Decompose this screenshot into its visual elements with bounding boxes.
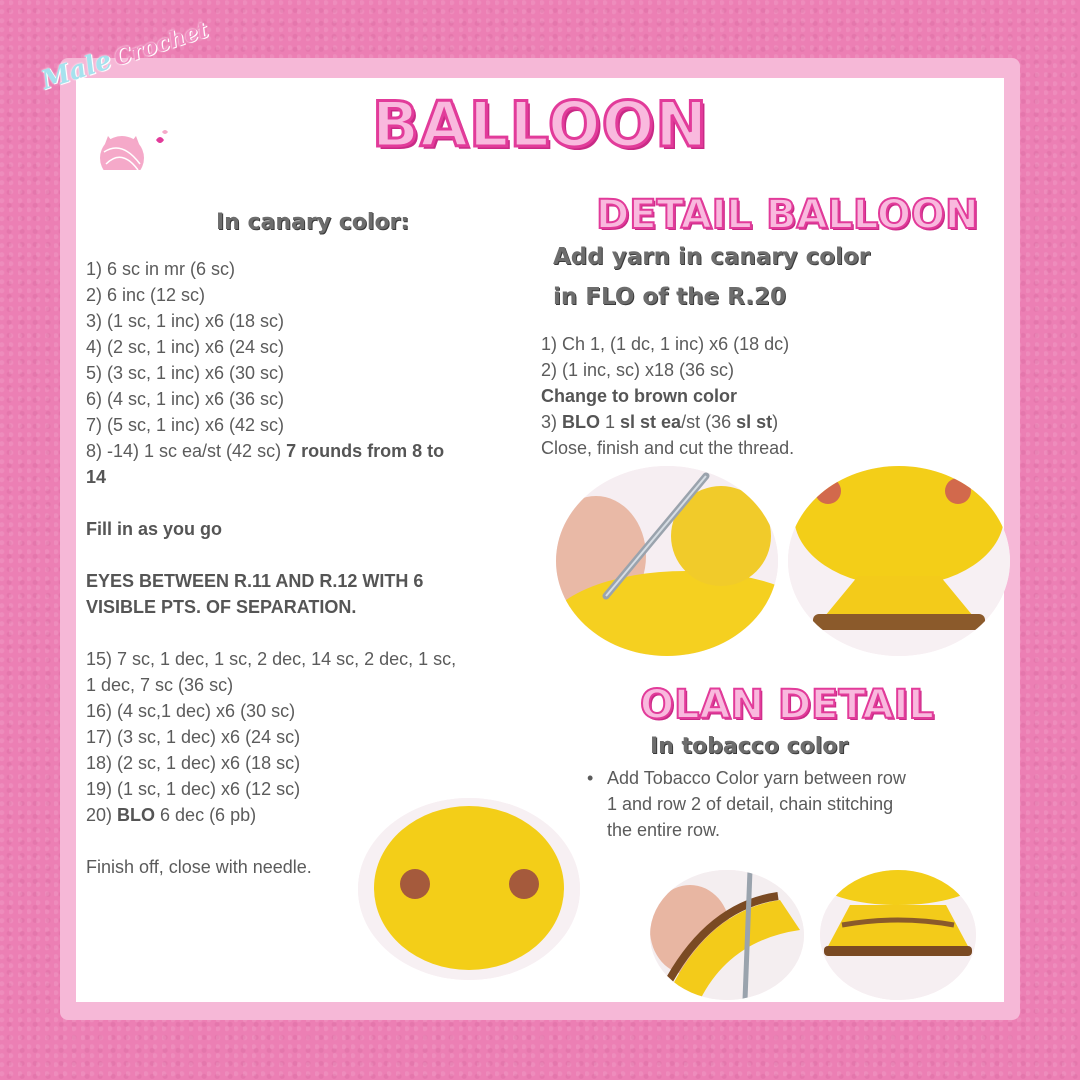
bullet-icon: • xyxy=(587,768,594,788)
detail-heading: DETAIL BALLOON xyxy=(596,192,979,238)
round-line: 4) (2 sc, 1 inc) x6 (24 sc) xyxy=(86,337,285,357)
eyes-note-1: EYES BETWEEN R.11 AND R.12 WITH 6 xyxy=(86,571,424,591)
olan-line: 1 and row 2 of detail, chain stitching xyxy=(607,794,894,814)
finish-note: Finish off, close with needle. xyxy=(86,857,312,877)
round-line: 18) (2 sc, 1 dec) x6 (18 sc) xyxy=(86,753,301,773)
round-line: 5) (3 sc, 1 inc) x6 (30 sc) xyxy=(86,363,285,383)
round-line: 2) 6 inc (12 sc) xyxy=(86,285,206,305)
olan-line: the entire row. xyxy=(607,820,721,840)
round-line: 3) (1 sc, 1 inc) x6 (18 sc) xyxy=(86,311,285,331)
round-line: 19) (1 sc, 1 dec) x6 (12 sc) xyxy=(86,779,301,799)
logo-text-2: Crochet xyxy=(110,16,212,72)
olan-line: Add Tobacco Color yarn between row xyxy=(607,768,906,788)
photo-stitching xyxy=(650,870,804,1000)
photo-balloon-eyes xyxy=(358,798,580,980)
canary-heading: In canary color: xyxy=(216,210,410,235)
round-line: 6) (4 sc, 1 inc) x6 (36 sc) xyxy=(86,389,285,409)
round-line: 1) 6 sc in mr (6 sc) xyxy=(86,259,236,279)
change-color: Change to brown color xyxy=(541,386,737,406)
detail-line-3: 3) BLO 1 sl st ea/st (36 sl st) xyxy=(541,412,779,432)
olan-bullet-list xyxy=(587,765,997,843)
detail-line: 1) Ch 1, (1 dc, 1 inc) x6 (18 dc) xyxy=(541,334,790,354)
logo-text-1: Male xyxy=(37,45,116,97)
close-note: Close, finish and cut the thread. xyxy=(541,438,795,458)
olan-sub: In tobacco color xyxy=(650,734,849,759)
left-instructions xyxy=(86,256,526,880)
fill-note: Fill in as you go xyxy=(86,519,223,539)
round-line-8-cont: 14 xyxy=(86,467,107,487)
olan-heading: OLAN DETAIL xyxy=(640,682,934,728)
round-line: 17) (3 sc, 1 dec) x6 (24 sc) xyxy=(86,727,301,747)
detail-instructions xyxy=(541,331,1001,461)
page-title: BALLOON xyxy=(371,88,709,161)
round-line-15: 15) 7 sc, 1 dec, 1 sc, 2 dec, 14 sc, 2 dec, 1 sc, xyxy=(86,649,457,669)
round-line: 7) (5 sc, 1 inc) x6 (42 sc) xyxy=(86,415,285,435)
photo-balloon-base xyxy=(788,466,1010,656)
detail-sub-1: Add yarn in canary color xyxy=(553,244,871,270)
photo-olan-finished xyxy=(820,870,976,1000)
detail-line: 2) (1 inc, sc) x18 (36 sc) xyxy=(541,360,735,380)
round-line-15-cont: 1 dec, 7 sc (36 sc) xyxy=(86,675,234,695)
photo-hook-detail xyxy=(556,466,778,656)
round-line-20: 20) BLO 6 dec (6 pb) xyxy=(86,805,257,825)
detail-sub-2: in FLO of the R.20 xyxy=(553,284,787,310)
eyes-note-2: VISIBLE PTS. OF SEPARATION. xyxy=(86,597,357,617)
round-line: 16) (4 sc,1 dec) x6 (30 sc) xyxy=(86,701,296,721)
round-line-8: 8) -14) 1 sc ea/st (42 sc) 7 rounds from 8 to xyxy=(86,441,445,461)
